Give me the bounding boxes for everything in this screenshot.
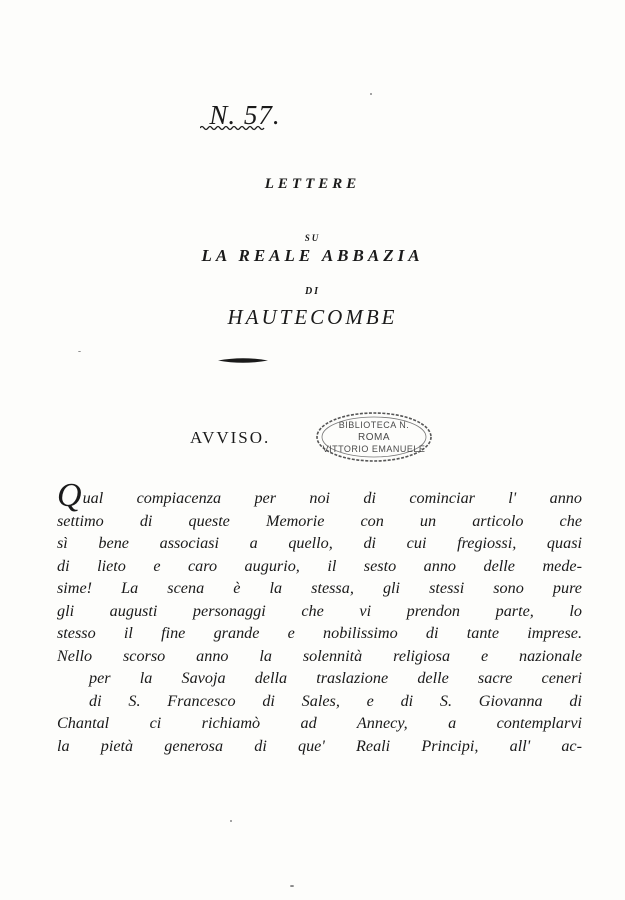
stamp-text-line1: BIBLIOTECA N. bbox=[338, 420, 410, 430]
body-line: sì bene associasi a quello, di cui fregiossi, quasi bbox=[57, 534, 582, 552]
body-line bbox=[57, 477, 582, 514]
body-line: sime! La scena è la stessa, gli stessi sono pure bbox=[57, 579, 582, 597]
paper-speck bbox=[370, 93, 372, 95]
body-line-text: ual compiacenza per noi di cominciar l' anno bbox=[82, 489, 582, 507]
body-line: settimo di queste Memorie con un articolo che bbox=[57, 511, 582, 530]
body-line: Chantal ci richiamò ad Annecy, a contemplarvi bbox=[57, 714, 582, 732]
title-line-lettere: LETTERE bbox=[264, 176, 361, 192]
body-line: di lieto e caro augurio, il sesto anno delle mede- bbox=[57, 556, 582, 575]
title-line-abbazia: LA REALE ABBAZIA bbox=[201, 246, 424, 265]
paper-speck bbox=[290, 885, 294, 887]
stamp-text-line3: VITTORIO EMANUELE bbox=[322, 444, 426, 454]
article-number: N. 57. bbox=[209, 100, 281, 130]
title-line-su: SU bbox=[304, 233, 321, 243]
body-line: gli augusti personaggi che vi prendon parte, lo bbox=[57, 601, 582, 620]
body-paragraph bbox=[57, 477, 582, 757]
body-line: Nello scorso anno la solennità religiosa e nazionale bbox=[57, 646, 582, 665]
thick-tapered-rule bbox=[218, 356, 268, 365]
library-stamp bbox=[314, 410, 434, 464]
body-line: la pietà generosa di que' Reali Principi, all' ac- bbox=[57, 736, 582, 755]
title-line-hautecombe: HAUTECOMBE bbox=[227, 305, 398, 329]
title-line-di: DI bbox=[304, 286, 321, 297]
body-line: stesso il fine grande e nobilissimo di tante imprese. bbox=[57, 624, 582, 642]
section-heading: AVVISO. bbox=[190, 428, 271, 447]
stamp-text-line2: ROMA bbox=[358, 432, 390, 443]
ornamental-squiggle-rule bbox=[200, 124, 265, 132]
body-line: di S. Francesco di Sales, e di S. Giovanna di bbox=[89, 691, 582, 710]
body-line: per la Savoja della traslazione delle sacre ceneri bbox=[89, 669, 582, 687]
paper-speck bbox=[230, 820, 232, 822]
drop-cap: Q bbox=[57, 477, 82, 514]
paper-speck bbox=[78, 351, 81, 352]
